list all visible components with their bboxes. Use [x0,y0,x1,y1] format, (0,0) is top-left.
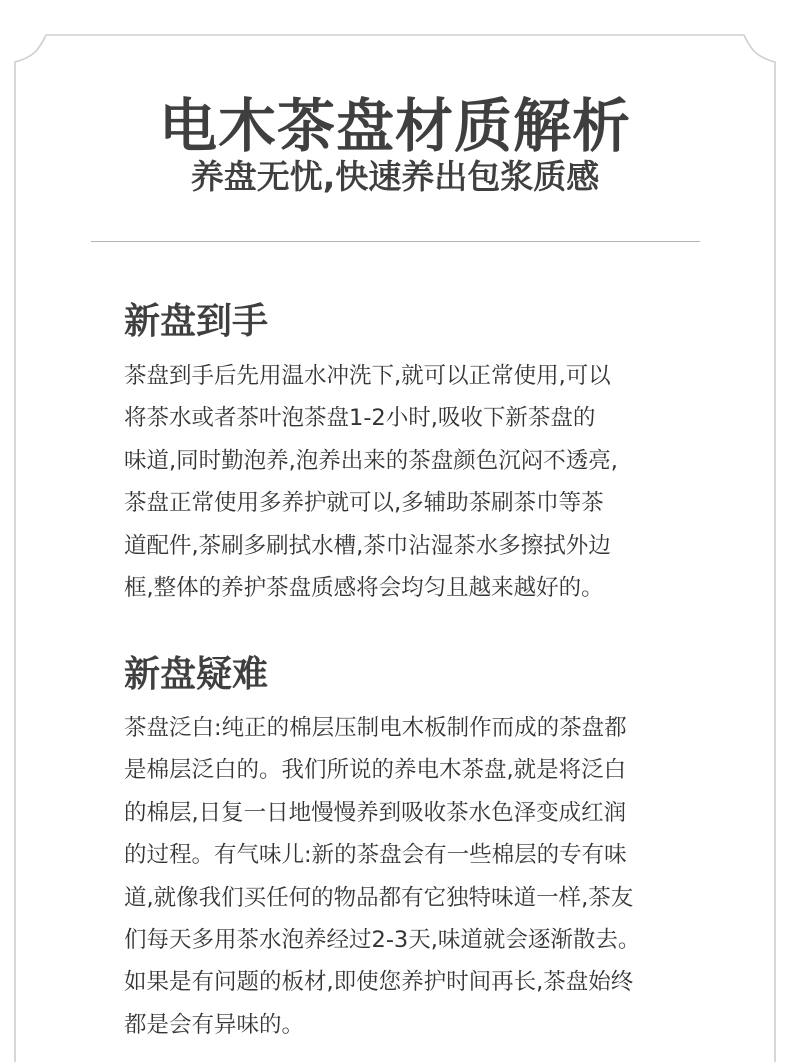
section-heading-new-tray-issues: 新盘疑难 [124,654,269,695]
page-subtitle: 养盘无忧,快速养出包浆质感 [190,157,600,196]
body-line: 是棉层泛白的。我们所说的养电木茶盘,就是将泛白 [124,757,627,784]
body-line: 道配件,茶刷多刷拭水槽,茶巾沾湿茶水多擦拭外边 [124,532,611,559]
body-line: 如果是有问题的板材,即使您养护时间再长,茶盘始终 [124,969,634,996]
section-body-new-tray-issues [124,707,684,1046]
body-line: 茶盘到手后先用温水冲洗下,就可以正常使用,可以 [124,363,611,389]
body-line: 道,就像我们买任何的物品都有它独特味道一样,茶友 [124,884,634,911]
body-line: 的棉层,日复一日地慢慢养到吸收茶水色泽变成红润 [124,799,627,826]
body-line: 都是会有异味的。 [124,1011,305,1038]
section-body-new-tray [124,355,684,609]
body-line: 茶盘泛白:纯正的棉层压制电木板制作而成的茶盘都 [124,715,627,741]
body-line: 味道,同时勤泡养,泡养出来的茶盘颜色沉闷不透亮, [124,447,618,474]
body-line: 们每天多用茶水泡养经过2-3天,味道就会逐渐散去。 [124,926,641,953]
body-line: 将茶水或者茶叶泡茶盘1-2小时,吸收下新茶盘的 [124,405,596,432]
page-title: 电木茶盘材质解析 [158,92,631,160]
body-line: 框,整体的养护茶盘质感将会均匀且越来越好的。 [124,574,604,601]
title-divider [91,241,700,242]
body-line: 的过程。有气味儿:新的茶盘会有一些棉层的专有味 [124,842,627,869]
section-heading-new-tray: 新盘到手 [124,301,269,342]
body-line: 茶盘正常使用多养护就可以,多辅助茶刷茶巾等茶 [124,490,604,517]
